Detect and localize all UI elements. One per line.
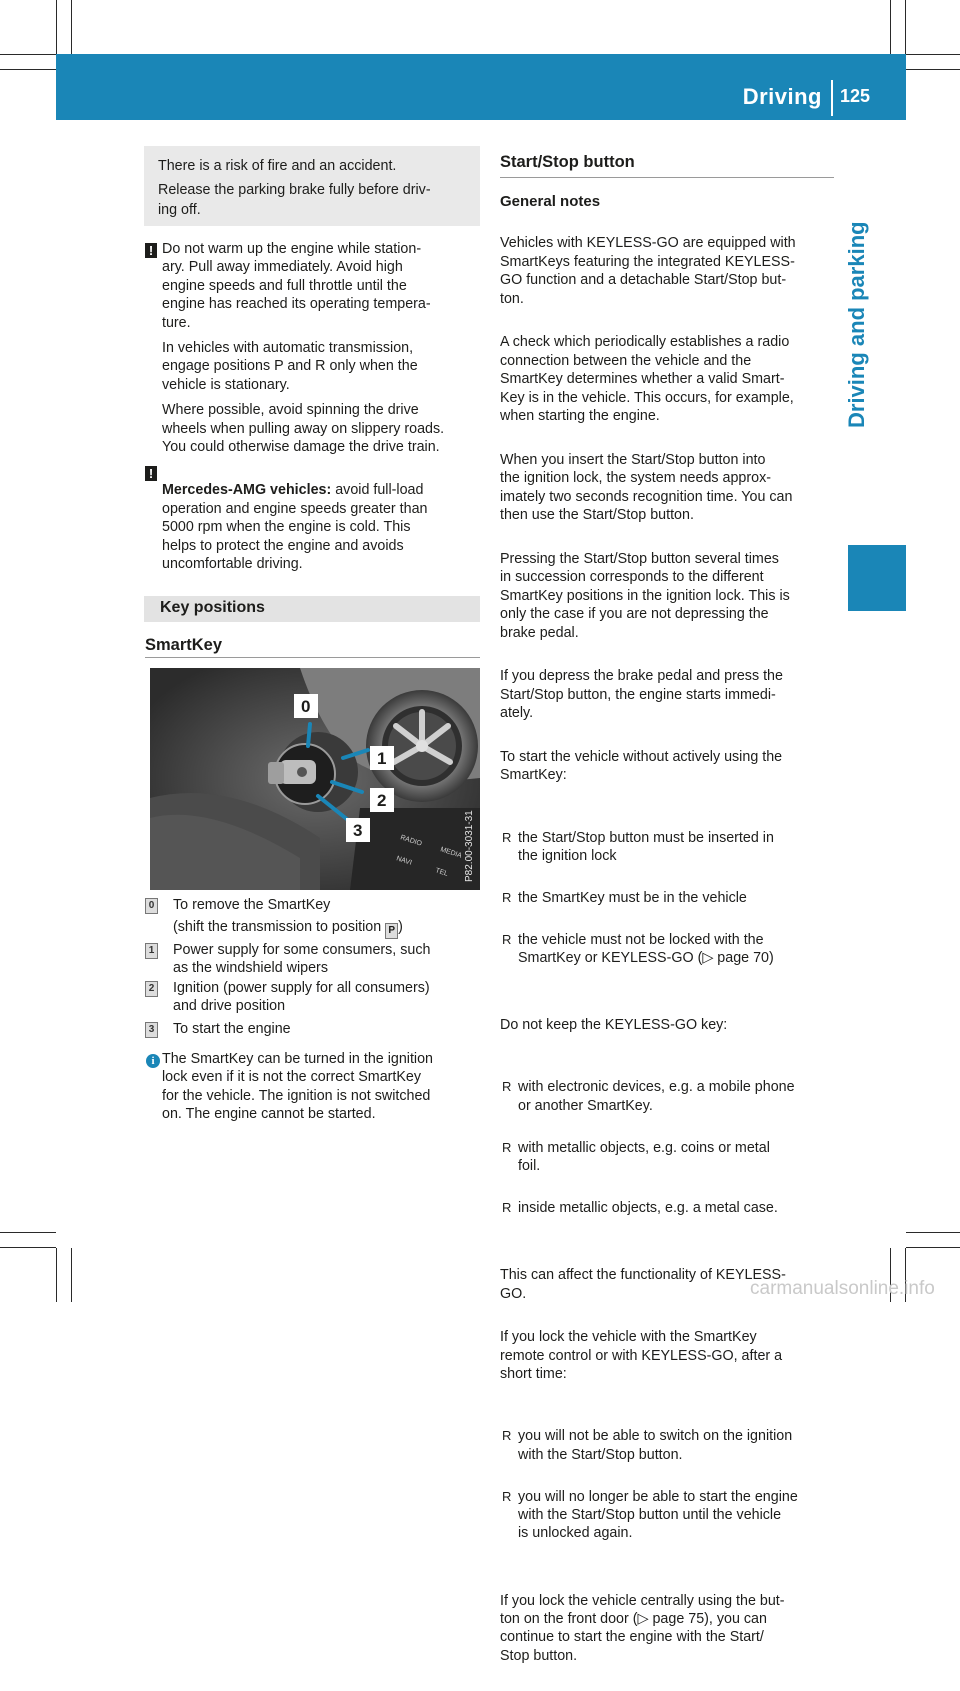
- section-title: Key positions: [160, 599, 265, 616]
- paragraph: If you lock the vehicle with the SmartKey remote control or with KEYLESS-GO, after a short time:: [500, 1329, 783, 1383]
- paragraph: Pressing the Start/Stop button several times in succession corresponds to the different SmartKey positions in the ignition lock. This is only the case if you are not depressing the brake pedal.: [500, 550, 790, 641]
- bullet-list: [500, 810, 834, 991]
- media-button-label: MEDIA: [439, 846, 463, 860]
- notice-bold-label: Mercedes-AMG vehicles:: [162, 482, 332, 499]
- paragraph: When you insert the Start/Stop button into the ignition lock, the system needs approx- imately two seconds recognition time. You can then use the Start/Stop button.: [500, 451, 793, 524]
- legend-text-extra: ): [398, 919, 403, 936]
- side-tab: [834, 120, 906, 520]
- crop-mark: [0, 1247, 56, 1248]
- subsection-title: General notes: [500, 193, 601, 210]
- crop-mark: [906, 1232, 960, 1233]
- side-tab-marker: [848, 545, 906, 611]
- right-column-text: [500, 216, 834, 1691]
- paragraph: Vehicles with KEYLESS-GO are equipped with SmartKeys featuring the integrated KEYLESS- GO function and a detachable Start/Stop but- ton.: [500, 235, 796, 307]
- paragraph: A check which periodically establishes a radio connection between the vehicle and the SmartKey determines whether a valid Smart- Key is in the vehicle. This occurs, for example, when starting the engine.: [500, 334, 794, 425]
- list-item: R the vehicle must not be locked with the SmartKey or KEYLESS-GO (▷ page 70): [500, 931, 834, 968]
- section-heading-bar: [144, 596, 480, 622]
- section-title: Start/Stop button: [500, 153, 635, 171]
- subsection-title: SmartKey: [145, 636, 223, 654]
- legend-key: 1: [145, 943, 158, 959]
- legend-key: 3: [145, 1022, 158, 1038]
- section-rule: [500, 177, 834, 178]
- list-item: R the SmartKey must be in the vehicle: [500, 889, 834, 907]
- legend-text-extra: (shift the transmission to position: [173, 919, 386, 936]
- legend-key: 0: [145, 898, 158, 914]
- crop-mark: [906, 54, 960, 55]
- header-separator: [831, 80, 833, 116]
- paragraph: If you depress the brake pedal and press the Start/Stop button, the engine starts immedi- ately.: [500, 668, 783, 722]
- legend-text: To start the engine: [173, 1021, 291, 1037]
- notice-paragraph: In vehicles with automatic transmission, engage positions P and R only when the vehicle is stationary.: [162, 340, 418, 393]
- tel-button-label: TEL: [434, 867, 449, 878]
- list-item: R with metallic objects, e.g. coins or metal foil.: [500, 1139, 834, 1176]
- photo-reference-code: P82.00-3031-31: [464, 810, 475, 882]
- list-item: R you will no longer be able to start the engine with the Start/Stop button until the vehicle is unlocked again.: [500, 1488, 834, 1543]
- paragraph: Do not keep the KEYLESS-GO key:: [500, 1017, 728, 1034]
- crop-mark: [0, 1232, 56, 1233]
- legend-text-line: To remove the SmartKey: [173, 897, 331, 913]
- callout-1: 1: [377, 749, 387, 768]
- crop-mark: [906, 69, 960, 70]
- notice-block: [162, 463, 480, 573]
- legend-text: Power supply for some consumers, such as the windshield wipers: [173, 942, 431, 977]
- crop-mark: [0, 54, 56, 55]
- callout-3: 3: [353, 821, 363, 840]
- legend-text: Ignition (power supply for all consumers) and drive position: [173, 980, 430, 1015]
- crop-mark: [56, 0, 57, 54]
- page-header: [56, 54, 906, 120]
- callout-0: 0: [301, 697, 311, 716]
- callout-2: 2: [377, 791, 387, 810]
- list-item: R with electronic devices, e.g. a mobile phone or another SmartKey.: [500, 1078, 834, 1115]
- warning-text: Release the parking brake fully before driv- ing off.: [158, 182, 431, 218]
- radio-button-label: RADIO: [399, 834, 423, 848]
- crop-mark: [890, 0, 891, 54]
- crop-mark: [906, 1247, 960, 1248]
- notice-icon: !: [145, 243, 157, 258]
- legend-key: 2: [145, 981, 158, 997]
- list-item: R the Start/Stop button must be inserted in the ignition lock: [500, 829, 834, 866]
- navi-button-label: NAVI: [395, 855, 413, 867]
- info-note: The SmartKey can be turned in the ignition lock even if it is not the correct SmartKey for the vehicle. The ignition is not switched on. The engine cannot be started.: [162, 1051, 434, 1123]
- side-tab-label: Driving and parking: [844, 221, 869, 428]
- watermark: carmanualsonline.info: [750, 1278, 935, 1299]
- notice-paragraph: avoid full-load operation and engine speeds greater than 5000 rpm when the engine is cold. This helps to protect the engine and avoids uncomfortable driving.: [162, 482, 428, 573]
- subsection-rule: [145, 657, 480, 658]
- notice-paragraph: Where possible, avoid spinning the drive wheels when pulling away on slippery roads. You could otherwise damage the drive train.: [162, 402, 445, 456]
- notice-block: [162, 240, 480, 463]
- crop-mark: [71, 0, 72, 54]
- list-item: R inside metallic objects, e.g. a metal case.: [500, 1199, 834, 1217]
- crop-mark: [71, 1248, 72, 1302]
- ignition-photo-svg: [150, 668, 480, 890]
- paragraph: If you lock the vehicle centrally using the but- ton on the front door (▷ page 75), you can continue to start the engine with the Start/ Stop button.: [500, 1592, 785, 1664]
- info-icon: i: [146, 1054, 160, 1068]
- bullet-list: [500, 1060, 834, 1241]
- crop-mark: [905, 0, 906, 54]
- page-number: 125: [839, 86, 870, 106]
- paragraph: This can affect the functionality of KEYLESS- GO.: [500, 1267, 786, 1302]
- crop-mark: [56, 1248, 57, 1302]
- warning-text: There is a risk of fire and an accident.: [158, 158, 397, 174]
- warning-box: [144, 146, 480, 226]
- ignition-lock-photo: [150, 668, 480, 890]
- crop-mark: [0, 69, 56, 70]
- bullet-list: [500, 1409, 834, 1566]
- notice-paragraph: Do not warm up the engine while station- ary. Pull away immediately. Avoid high engine speeds and full throttle until the engine has reached its operating tempera- ture.: [162, 241, 431, 331]
- list-item: R you will not be able to switch on the ignition with the Start/Stop button.: [500, 1427, 834, 1464]
- paragraph: To start the vehicle without actively using the SmartKey:: [500, 748, 783, 784]
- legend-text: [173, 896, 483, 940]
- notice-icon: !: [145, 466, 157, 481]
- gear-position-key: P: [385, 923, 398, 939]
- chapter-title: Driving: [742, 84, 822, 109]
